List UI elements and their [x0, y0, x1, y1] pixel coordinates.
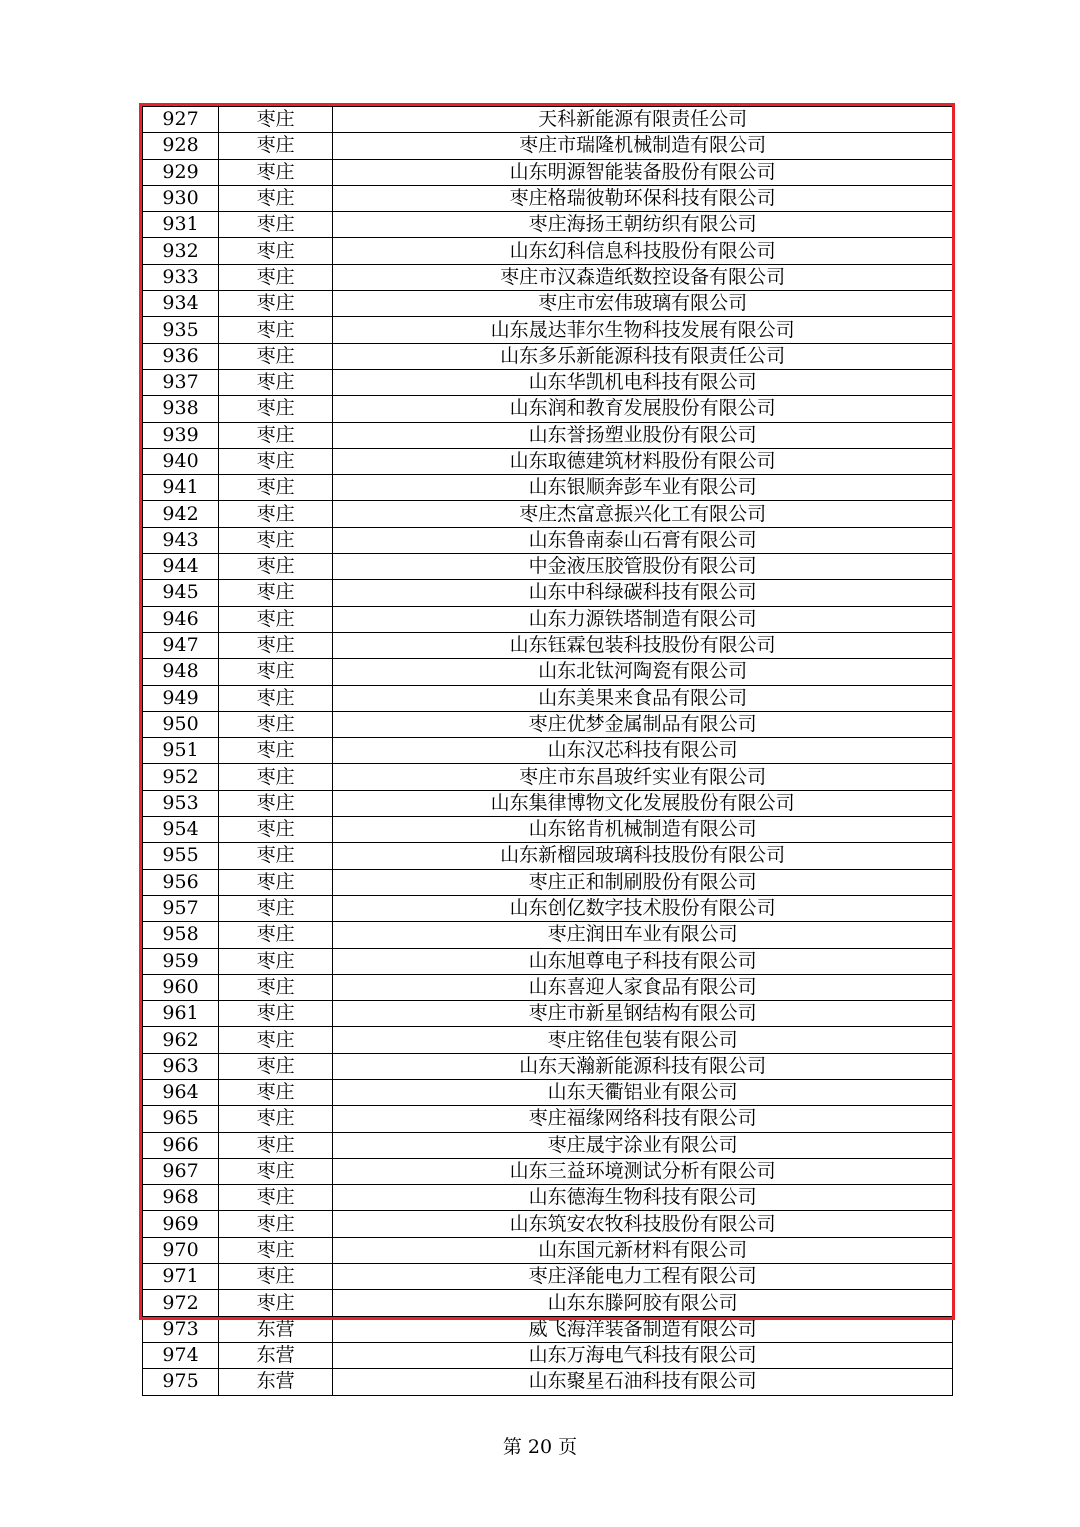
city-cell: 枣庄 [219, 107, 333, 133]
company-name-cell: 枣庄市东昌玻纤实业有限公司 [333, 764, 953, 790]
table-body [143, 107, 953, 1396]
row-number-cell: 950 [143, 711, 219, 737]
table-row [143, 817, 953, 843]
table-row [143, 1316, 953, 1342]
table-row [143, 1264, 953, 1290]
company-name-cell: 枣庄市汉森造纸数控设备有限公司 [333, 264, 953, 290]
table-row [143, 527, 953, 553]
row-number-cell: 951 [143, 738, 219, 764]
company-name-cell: 山东力源铁塔制造有限公司 [333, 606, 953, 632]
row-number-cell: 940 [143, 448, 219, 474]
company-name-cell: 山东国元新材料有限公司 [333, 1237, 953, 1263]
company-name-cell: 山东东滕阿胶有限公司 [333, 1290, 953, 1316]
company-name-cell: 山东喜迎人家食品有限公司 [333, 974, 953, 1000]
company-name-cell: 山东银顺奔彭车业有限公司 [333, 475, 953, 501]
company-name-cell: 山东华凯机电科技有限公司 [333, 369, 953, 395]
table-row [143, 1158, 953, 1184]
row-number-cell: 967 [143, 1158, 219, 1184]
row-number-cell: 957 [143, 895, 219, 921]
table-row [143, 448, 953, 474]
table-row [143, 974, 953, 1000]
city-cell: 枣庄 [219, 869, 333, 895]
company-name-cell: 山东美果来食品有限公司 [333, 685, 953, 711]
row-number-cell: 961 [143, 1001, 219, 1027]
row-number-cell: 972 [143, 1290, 219, 1316]
city-cell: 枣庄 [219, 369, 333, 395]
table-row [143, 238, 953, 264]
city-cell: 枣庄 [219, 159, 333, 185]
page-number: 第 20 页 [502, 1436, 578, 1458]
city-cell: 枣庄 [219, 1237, 333, 1263]
company-name-cell: 山东创亿数字技术股份有限公司 [333, 895, 953, 921]
row-number-cell: 935 [143, 317, 219, 343]
city-cell: 枣庄 [219, 606, 333, 632]
company-name-cell: 山东德海生物科技有限公司 [333, 1185, 953, 1211]
table-row [143, 606, 953, 632]
table-row [143, 475, 953, 501]
row-number-cell: 934 [143, 291, 219, 317]
company-name-cell: 枣庄格瑞彼勒环保科技有限公司 [333, 185, 953, 211]
company-name-cell: 天科新能源有限责任公司 [333, 107, 953, 133]
table-row [143, 1237, 953, 1263]
city-cell: 枣庄 [219, 238, 333, 264]
table-row [143, 185, 953, 211]
city-cell: 枣庄 [219, 1132, 333, 1158]
city-cell: 枣庄 [219, 212, 333, 238]
table-row [143, 711, 953, 737]
city-cell: 东营 [219, 1369, 333, 1395]
company-name-cell: 山东润和教育发展股份有限公司 [333, 396, 953, 422]
company-name-cell: 中金液压胶管股份有限公司 [333, 554, 953, 580]
table-row [143, 790, 953, 816]
city-cell: 枣庄 [219, 475, 333, 501]
row-number-cell: 938 [143, 396, 219, 422]
city-cell: 枣庄 [219, 317, 333, 343]
table-row [143, 1290, 953, 1316]
city-cell: 枣庄 [219, 185, 333, 211]
table-row [143, 396, 953, 422]
table-row [143, 1185, 953, 1211]
company-name-cell: 山东北钛河陶瓷有限公司 [333, 659, 953, 685]
table-row [143, 1027, 953, 1053]
row-number-cell: 933 [143, 264, 219, 290]
row-number-cell: 929 [143, 159, 219, 185]
row-number-cell: 928 [143, 133, 219, 159]
row-number-cell: 975 [143, 1369, 219, 1395]
table-row [143, 632, 953, 658]
city-cell: 枣庄 [219, 396, 333, 422]
company-name-cell: 山东三益环境测试分析有限公司 [333, 1158, 953, 1184]
table-row [143, 922, 953, 948]
company-name-cell: 山东旭尊电子科技有限公司 [333, 948, 953, 974]
city-cell: 枣庄 [219, 264, 333, 290]
table-row [143, 264, 953, 290]
city-cell: 枣庄 [219, 422, 333, 448]
company-name-cell: 威飞海洋装备制造有限公司 [333, 1316, 953, 1342]
row-number-cell: 960 [143, 974, 219, 1000]
table-row [143, 1079, 953, 1105]
city-cell: 枣庄 [219, 1106, 333, 1132]
table-row [143, 869, 953, 895]
company-name-cell: 枣庄杰富意振兴化工有限公司 [333, 501, 953, 527]
city-cell: 枣庄 [219, 1027, 333, 1053]
city-cell: 枣庄 [219, 922, 333, 948]
company-name-cell: 枣庄晟宇涂业有限公司 [333, 1132, 953, 1158]
table-row [143, 843, 953, 869]
row-number-cell: 941 [143, 475, 219, 501]
row-number-cell: 943 [143, 527, 219, 553]
table-row [143, 659, 953, 685]
city-cell: 枣庄 [219, 948, 333, 974]
row-number-cell: 958 [143, 922, 219, 948]
city-cell: 枣庄 [219, 133, 333, 159]
row-number-cell: 955 [143, 843, 219, 869]
company-name-cell: 山东筑安农牧科技股份有限公司 [333, 1211, 953, 1237]
table-row [143, 764, 953, 790]
row-number-cell: 952 [143, 764, 219, 790]
city-cell: 枣庄 [219, 448, 333, 474]
company-name-cell: 山东多乐新能源科技有限责任公司 [333, 343, 953, 369]
company-name-cell: 山东钰霖包装科技股份有限公司 [333, 632, 953, 658]
city-cell: 枣庄 [219, 1185, 333, 1211]
table-row [143, 554, 953, 580]
city-cell: 枣庄 [219, 974, 333, 1000]
company-name-cell: 枣庄市瑞隆机械制造有限公司 [333, 133, 953, 159]
company-name-cell: 山东铭肯机械制造有限公司 [333, 817, 953, 843]
row-number-cell: 930 [143, 185, 219, 211]
row-number-cell: 937 [143, 369, 219, 395]
city-cell: 枣庄 [219, 1053, 333, 1079]
table-row [143, 422, 953, 448]
city-cell: 枣庄 [219, 1211, 333, 1237]
row-number-cell: 971 [143, 1264, 219, 1290]
row-number-cell: 963 [143, 1053, 219, 1079]
table-row [143, 580, 953, 606]
table-row [143, 895, 953, 921]
table-row [143, 212, 953, 238]
table-row [143, 317, 953, 343]
city-cell: 枣庄 [219, 790, 333, 816]
company-name-cell: 枣庄润田车业有限公司 [333, 922, 953, 948]
table-row [143, 1211, 953, 1237]
company-name-cell: 山东天瀚新能源科技有限公司 [333, 1053, 953, 1079]
row-number-cell: 953 [143, 790, 219, 816]
company-name-cell: 山东取德建筑材料股份有限公司 [333, 448, 953, 474]
row-number-cell: 947 [143, 632, 219, 658]
row-number-cell: 966 [143, 1132, 219, 1158]
city-cell: 枣庄 [219, 501, 333, 527]
company-name-cell: 山东天衢铝业有限公司 [333, 1079, 953, 1105]
company-name-cell: 山东晟达菲尔生物科技发展有限公司 [333, 317, 953, 343]
city-cell: 枣庄 [219, 738, 333, 764]
company-name-cell: 山东明源智能装备股份有限公司 [333, 159, 953, 185]
row-number-cell: 936 [143, 343, 219, 369]
row-number-cell: 931 [143, 212, 219, 238]
table-row [143, 1001, 953, 1027]
company-name-cell: 枣庄泽能电力工程有限公司 [333, 1264, 953, 1290]
company-name-cell: 山东誉扬塑业股份有限公司 [333, 422, 953, 448]
row-number-cell: 949 [143, 685, 219, 711]
city-cell: 枣庄 [219, 843, 333, 869]
company-name-cell: 山东中科绿碳科技有限公司 [333, 580, 953, 606]
city-cell: 枣庄 [219, 1264, 333, 1290]
row-number-cell: 939 [143, 422, 219, 448]
city-cell: 东营 [219, 1316, 333, 1342]
city-cell: 枣庄 [219, 554, 333, 580]
row-number-cell: 948 [143, 659, 219, 685]
city-cell: 枣庄 [219, 291, 333, 317]
row-number-cell: 942 [143, 501, 219, 527]
city-cell: 枣庄 [219, 632, 333, 658]
city-cell: 枣庄 [219, 764, 333, 790]
row-number-cell: 970 [143, 1237, 219, 1263]
row-number-cell: 956 [143, 869, 219, 895]
row-number-cell: 944 [143, 554, 219, 580]
city-cell: 东营 [219, 1342, 333, 1368]
table-row [143, 1342, 953, 1368]
company-name-cell: 枣庄正和制刷股份有限公司 [333, 869, 953, 895]
row-number-cell: 945 [143, 580, 219, 606]
company-name-cell: 山东万海电气科技有限公司 [333, 1342, 953, 1368]
company-name-cell: 山东鲁南泰山石膏有限公司 [333, 527, 953, 553]
row-number-cell: 973 [143, 1316, 219, 1342]
table-row [143, 291, 953, 317]
table-row [143, 685, 953, 711]
table-row [143, 1053, 953, 1079]
table-row [143, 369, 953, 395]
city-cell: 枣庄 [219, 527, 333, 553]
row-number-cell: 959 [143, 948, 219, 974]
row-number-cell: 974 [143, 1342, 219, 1368]
city-cell: 枣庄 [219, 711, 333, 737]
row-number-cell: 968 [143, 1185, 219, 1211]
row-number-cell: 962 [143, 1027, 219, 1053]
table-row [143, 948, 953, 974]
row-number-cell: 965 [143, 1106, 219, 1132]
table-row [143, 1369, 953, 1395]
city-cell: 枣庄 [219, 580, 333, 606]
table-row [143, 501, 953, 527]
company-name-cell: 枣庄市宏伟玻璃有限公司 [333, 291, 953, 317]
company-name-cell: 山东新榴园玻璃科技股份有限公司 [333, 843, 953, 869]
table-row [143, 133, 953, 159]
company-name-cell: 枣庄优梦金属制品有限公司 [333, 711, 953, 737]
row-number-cell: 932 [143, 238, 219, 264]
row-number-cell: 946 [143, 606, 219, 632]
company-name-cell: 山东集律博物文化发展股份有限公司 [333, 790, 953, 816]
row-number-cell: 969 [143, 1211, 219, 1237]
company-name-cell: 山东幻科信息科技股份有限公司 [333, 238, 953, 264]
row-number-cell: 927 [143, 107, 219, 133]
city-cell: 枣庄 [219, 1001, 333, 1027]
table-row [143, 343, 953, 369]
row-number-cell: 964 [143, 1079, 219, 1105]
city-cell: 枣庄 [219, 895, 333, 921]
company-name-cell: 枣庄福缘网络科技有限公司 [333, 1106, 953, 1132]
company-name-cell: 枣庄铭佳包装有限公司 [333, 1027, 953, 1053]
table-row [143, 107, 953, 133]
table-row [143, 1132, 953, 1158]
city-cell: 枣庄 [219, 817, 333, 843]
city-cell: 枣庄 [219, 1158, 333, 1184]
table-row [143, 159, 953, 185]
company-name-cell: 山东汉芯科技有限公司 [333, 738, 953, 764]
city-cell: 枣庄 [219, 659, 333, 685]
table-row [143, 738, 953, 764]
row-number-cell: 954 [143, 817, 219, 843]
city-cell: 枣庄 [219, 1290, 333, 1316]
table-row [143, 1106, 953, 1132]
city-cell: 枣庄 [219, 1079, 333, 1105]
city-cell: 枣庄 [219, 343, 333, 369]
company-name-cell: 枣庄海扬王朝纺织有限公司 [333, 212, 953, 238]
company-name-cell: 山东聚星石油科技有限公司 [333, 1369, 953, 1395]
company-name-cell: 枣庄市新星钢结构有限公司 [333, 1001, 953, 1027]
city-cell: 枣庄 [219, 685, 333, 711]
company-list-table [142, 106, 953, 1396]
